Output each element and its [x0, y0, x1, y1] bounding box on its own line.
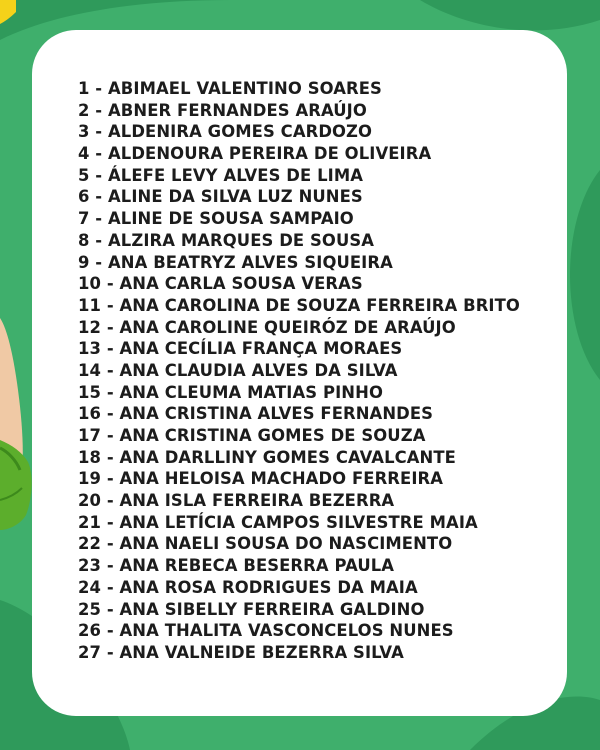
list-item: 26 - ANA THALITA VASCONCELOS NUNES — [78, 621, 454, 641]
list-item: 13 - ANA CECÍLIA FRANÇA MORAES — [78, 339, 403, 359]
list-item: 3 - ALDENIRA GOMES CARDOZO — [78, 122, 373, 142]
list-item: 24 - ANA ROSA RODRIGUES DA MAIA — [78, 577, 418, 597]
names-list — [78, 78, 558, 664]
list-item: 9 - ANA BEATRYZ ALVES SIQUEIRA — [78, 252, 393, 272]
list-item: 2 - ABNER FERNANDES ARAÚJO — [78, 100, 367, 120]
list-item: 4 - ALDENOURA PEREIRA DE OLIVEIRA — [78, 144, 432, 164]
list-item: 27 - ANA VALNEIDE BEZERRA SILVA — [78, 642, 404, 662]
leaf-shape-right — [570, 170, 600, 380]
list-item: 5 - ÁLEFE LEVY ALVES DE LIMA — [78, 165, 364, 185]
list-item: 17 - ANA CRISTINA GOMES DE SOUZA — [78, 426, 426, 445]
green-shoe-icon — [0, 318, 32, 530]
list-item: 22 - ANA NAELI SOUSA DO NASCIMENTO — [78, 534, 453, 554]
list-item: 11 - ANA CAROLINA DE SOUZA FERREIRA BRITO — [78, 295, 520, 315]
list-item: 8 - ALZIRA MARQUES DE SOUSA — [78, 230, 375, 250]
list-item: 20 - ANA ISLA FERREIRA BEZERRA — [78, 491, 395, 511]
list-item: 12 - ANA CAROLINE QUEIRÓZ DE ARAÚJO — [78, 317, 456, 337]
list-item: 16 - ANA CRISTINA ALVES FERNANDES — [78, 404, 434, 424]
list-item: 21 - ANA LETÍCIA CAMPOS SILVESTRE MAIA — [78, 512, 478, 532]
list-item: 19 - ANA HELOISA MACHADO FERREIRA — [78, 469, 444, 489]
list-item: 15 - ANA CLEUMA MATIAS PINHO — [78, 382, 383, 402]
list-item: 7 - ALINE DE SOUSA SAMPAIO — [78, 209, 354, 229]
list-item: 25 - ANA SIBELLY FERREIRA GALDINO — [78, 599, 425, 619]
list-item: 18 - ANA DARLLINY GOMES CAVALCANTE — [78, 447, 456, 467]
list-item: 1 - ABIMAEL VALENTINO SOARES — [78, 79, 382, 98]
list-item: 10 - ANA CARLA SOUSA VERAS — [78, 274, 363, 294]
leaf-shape-top-right — [420, 0, 600, 30]
list-item: 23 - ANA REBECA BESERRA PAULA — [78, 556, 395, 576]
list-item: 6 - ALINE DA SILVA LUZ NUNES — [78, 187, 363, 207]
list-item: 14 - ANA CLAUDIA ALVES DA SILVA — [78, 360, 398, 380]
